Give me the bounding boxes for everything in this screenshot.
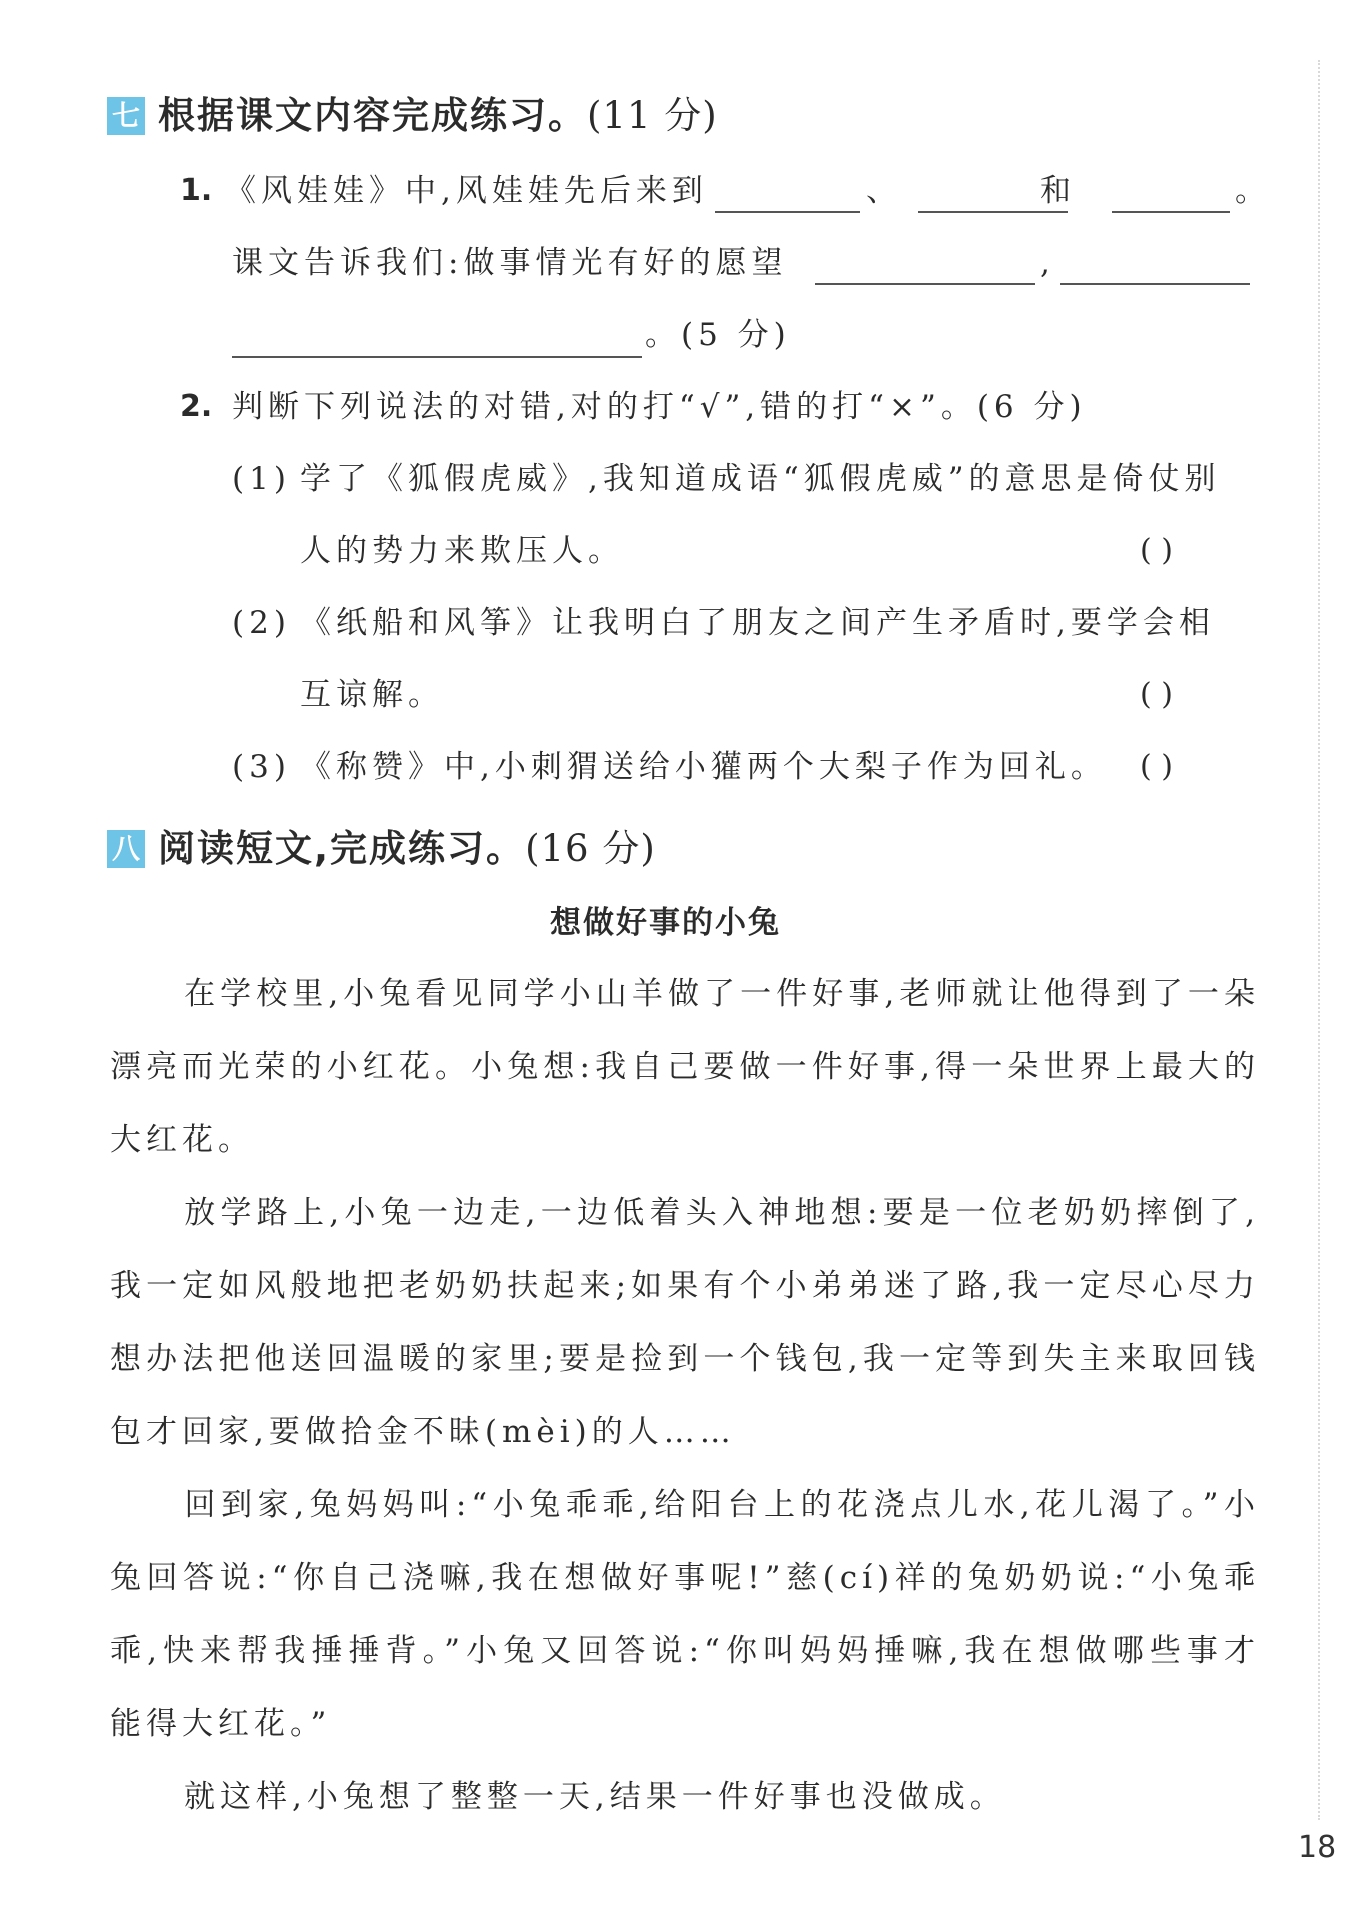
q2-item-2-answer[interactable]: ( )	[1140, 677, 1173, 712]
q2-item-2-line-2: 互谅解。	[300, 677, 444, 713]
section-7-header	[158, 94, 718, 137]
story-paragraph-2-text: 放学路上,小兔一边走,一边低着头入神地想:要是一位老奶奶摔倒了,我一定如风般地把老奶奶扶起来;如果有个小弟弟迷了路,我一定尽心尽力想办法把他送回温暖的家里;要是捡到一个钱包,我一定等到失主来取回钱包才回家,要做拾金不昧(mèi)的人……	[110, 1195, 1260, 1450]
story-title: 想做好事的小兔	[550, 905, 781, 941]
section-7-score: (11 分)	[587, 94, 718, 137]
story-paragraph-1-text: 在学校里,小兔看见同学小山羊做了一件好事,老师就让他得到了一朵漂亮而光荣的小红花。小兔想:我自己要做一件好事,得一朵世界上最大的大红花。	[110, 976, 1260, 1158]
q2-item-1-line-1: 学了《狐假虎威》,我知道成语“狐假虎威”的意思是倚仗别	[300, 461, 1221, 497]
q1-blank-1[interactable]	[715, 211, 860, 213]
q2-item-1-line-2: 人的势力来欺压人。	[300, 533, 624, 569]
story-paragraph-3-text: 回到家,兔妈妈叫:“小兔乖乖,给阳台上的花浇点儿水,花儿渴了。”小兔回答说:“你自己浇嘛,我在想做好事呢!”慈(cí)祥的兔奶奶说:“小兔乖乖,快来帮我捶捶背。”小兔又回答说:“你叫妈妈捶嘛,我在想做哪些事才能得大红花。”	[110, 1487, 1260, 1742]
q1-blank-5[interactable]	[1060, 283, 1250, 285]
section-8-title: 阅读短文,完成练习。	[158, 827, 526, 870]
story-paragraph-1	[110, 958, 1260, 1177]
q1-text-a: 《风娃娃》中,风娃娃先后来到	[225, 173, 708, 209]
q1-blank-4[interactable]	[815, 283, 1035, 285]
story-paragraph-3	[110, 1469, 1260, 1761]
page-edge-line	[1318, 60, 1320, 1820]
q2-item-1-label: (1)	[232, 461, 291, 497]
q1-blank-2[interactable]	[918, 211, 1068, 213]
q2-item-3-answer[interactable]: ( )	[1140, 749, 1173, 784]
story-paragraph-2	[110, 1177, 1260, 1469]
story-paragraph-4	[110, 1761, 1260, 1834]
section-7-title: 根据课文内容完成练习。	[158, 94, 587, 137]
q1-sep-1: 、	[866, 173, 902, 209]
q2-number: 2.	[180, 389, 213, 424]
q1-end-1: 。	[1235, 173, 1271, 209]
story-paragraph-4-text: 就这样,小兔想了整整一天,结果一件好事也没做成。	[184, 1779, 1006, 1815]
q1-number: 1.	[180, 173, 213, 208]
q1-text-b: 课文告诉我们:做事情光有好的愿望	[232, 245, 788, 281]
section-8-header	[158, 827, 656, 870]
q2-item-3-line-1: 《称赞》中,小刺猬送给小獾两个大梨子作为回礼。	[300, 749, 1107, 785]
q2-item-1-answer[interactable]: ( )	[1140, 533, 1173, 568]
q2-item-2-label: (2)	[232, 605, 291, 641]
section-7-badge: 七	[107, 97, 145, 135]
q1-end-2: 。(5 分)	[645, 317, 791, 353]
q1-blank-3[interactable]	[1112, 211, 1230, 213]
page-number: 18	[1298, 1830, 1337, 1865]
q2-instruction: 判断下列说法的对错,对的打“√”,错的打“×”。(6 分)	[232, 389, 1087, 425]
section-8-score: (16 分)	[525, 827, 656, 870]
section-8-badge: 八	[107, 830, 145, 868]
q1-sep-2: 和	[1040, 173, 1076, 209]
q2-item-2-line-1: 《纸船和风筝》让我明白了朋友之间产生矛盾时,要学会相	[300, 605, 1215, 641]
q1-blank-6[interactable]	[232, 356, 642, 358]
q2-item-3-label: (3)	[232, 749, 291, 785]
q1-sep-3: ,	[1040, 245, 1055, 281]
